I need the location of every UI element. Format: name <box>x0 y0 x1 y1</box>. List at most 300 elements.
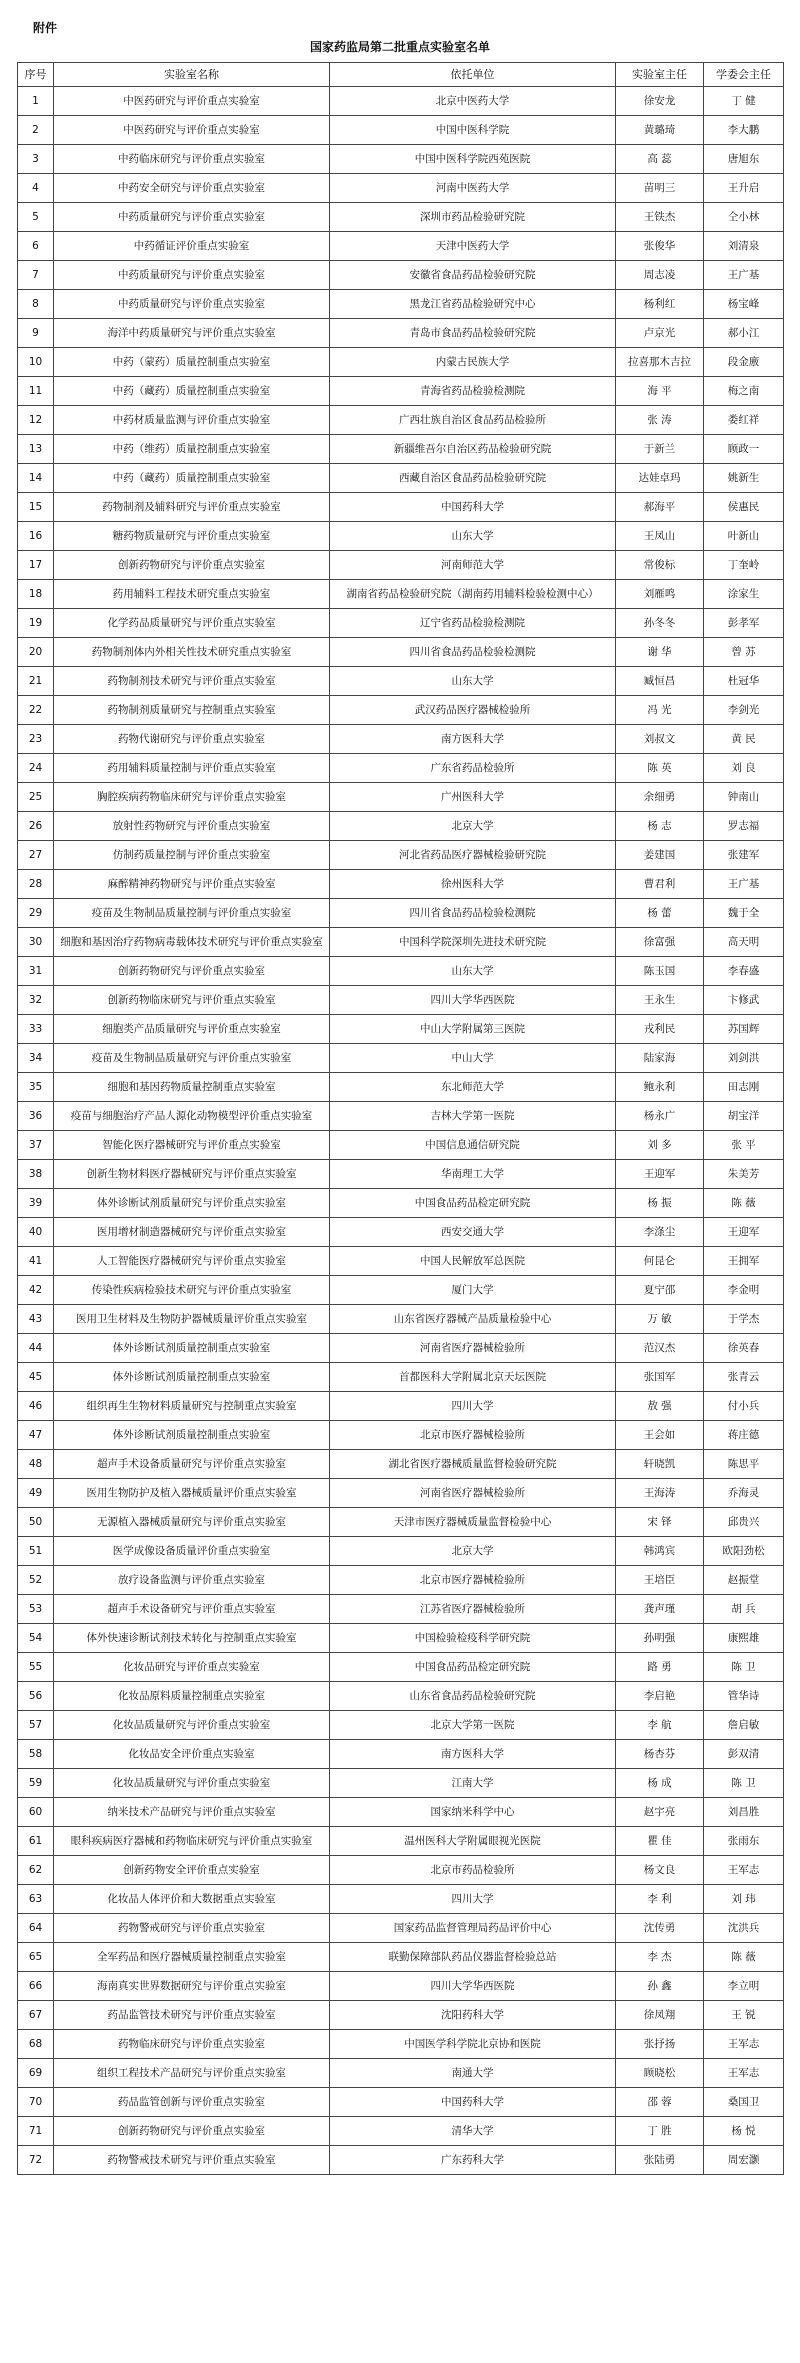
table-row <box>18 203 784 232</box>
cell-host-unit: 沈阳药科大学 <box>330 2001 616 2030</box>
cell-index: 50 <box>18 1508 54 1537</box>
cell-index: 39 <box>18 1189 54 1218</box>
cell-lab-name: 中医药研究与评价重点实验室 <box>54 87 330 116</box>
cell-index: 47 <box>18 1421 54 1450</box>
cell-lab-director: 张国军 <box>616 1363 704 1392</box>
cell-committee-chair: 叶新山 <box>704 522 784 551</box>
cell-index: 7 <box>18 261 54 290</box>
cell-committee-chair: 刘 良 <box>704 754 784 783</box>
cell-host-unit: 东北师范大学 <box>330 1073 616 1102</box>
cell-lab-director: 黄璐琦 <box>616 116 704 145</box>
cell-committee-chair: 赵振堂 <box>704 1566 784 1595</box>
cell-host-unit: 国家纳米科学中心 <box>330 1798 616 1827</box>
table-row <box>18 1827 784 1856</box>
cell-lab-name: 中药材质量监测与评价重点实验室 <box>54 406 330 435</box>
cell-committee-chair: 陈 卫 <box>704 1653 784 1682</box>
cell-host-unit: 山东大学 <box>330 522 616 551</box>
cell-lab-director: 韩鸿宾 <box>616 1537 704 1566</box>
cell-committee-chair: 胡 兵 <box>704 1595 784 1624</box>
cell-committee-chair: 王迎军 <box>704 1218 784 1247</box>
table-row <box>18 1972 784 2001</box>
cell-index: 38 <box>18 1160 54 1189</box>
cell-committee-chair: 彭双清 <box>704 1740 784 1769</box>
table-row <box>18 116 784 145</box>
table-row <box>18 1247 784 1276</box>
cell-committee-chair: 王军志 <box>704 2059 784 2088</box>
cell-lab-name: 药物警戒技术研究与评价重点实验室 <box>54 2146 330 2175</box>
cell-lab-name: 疫苗及生物制品质量控制与评价重点实验室 <box>54 899 330 928</box>
table-row <box>18 1682 784 1711</box>
cell-lab-director: 徐安龙 <box>616 87 704 116</box>
cell-lab-name: 细胞和基因药物质量控制重点实验室 <box>54 1073 330 1102</box>
cell-lab-name: 人工智能医疗器械研究与评价重点实验室 <box>54 1247 330 1276</box>
cell-index: 55 <box>18 1653 54 1682</box>
cell-index: 67 <box>18 2001 54 2030</box>
cell-lab-name: 药物代谢研究与评价重点实验室 <box>54 725 330 754</box>
table-row <box>18 2001 784 2030</box>
cell-committee-chair: 张雨东 <box>704 1827 784 1856</box>
cell-index: 65 <box>18 1943 54 1972</box>
cell-index: 46 <box>18 1392 54 1421</box>
cell-committee-chair: 陈思平 <box>704 1450 784 1479</box>
cell-host-unit: 徐州医科大学 <box>330 870 616 899</box>
cell-host-unit: 清华大学 <box>330 2117 616 2146</box>
cell-lab-director: 曹君利 <box>616 870 704 899</box>
cell-lab-director: 李涤尘 <box>616 1218 704 1247</box>
table-row <box>18 1073 784 1102</box>
cell-index: 27 <box>18 841 54 870</box>
cell-host-unit: 四川大学华西医院 <box>330 986 616 1015</box>
cell-lab-director: 孙明强 <box>616 1624 704 1653</box>
cell-committee-chair: 黄 民 <box>704 725 784 754</box>
table-row <box>18 1015 784 1044</box>
table-row <box>18 551 784 580</box>
cell-committee-chair: 刘 玮 <box>704 1885 784 1914</box>
cell-lab-name: 眼科疾病医疗器械和药物临床研究与评价重点实验室 <box>54 1827 330 1856</box>
cell-lab-director: 陈 英 <box>616 754 704 783</box>
cell-host-unit: 江南大学 <box>330 1769 616 1798</box>
cell-lab-name: 药品监管创新与评价重点实验室 <box>54 2088 330 2117</box>
table-row <box>18 522 784 551</box>
table-row <box>18 145 784 174</box>
cell-host-unit: 四川大学 <box>330 1392 616 1421</box>
cell-lab-director: 宋 铎 <box>616 1508 704 1537</box>
table-row <box>18 1218 784 1247</box>
cell-lab-name: 药物制剂体内外相关性技术研究重点实验室 <box>54 638 330 667</box>
cell-host-unit: 中国检验检疫科学研究院 <box>330 1624 616 1653</box>
cell-lab-director: 杨 成 <box>616 1769 704 1798</box>
cell-committee-chair: 欧阳劲松 <box>704 1537 784 1566</box>
cell-lab-name: 医用生物防护及植入器械质量评价重点实验室 <box>54 1479 330 1508</box>
cell-committee-chair: 顾政一 <box>704 435 784 464</box>
lab-list-table <box>17 62 784 2175</box>
cell-index: 56 <box>18 1682 54 1711</box>
cell-lab-name: 中药质量研究与评价重点实验室 <box>54 261 330 290</box>
cell-committee-chair: 陈 薇 <box>704 1943 784 1972</box>
cell-lab-director: 王凤山 <box>616 522 704 551</box>
table-row <box>18 870 784 899</box>
cell-lab-name: 药物制剂技术研究与评价重点实验室 <box>54 667 330 696</box>
cell-host-unit: 中国食品药品检定研究院 <box>330 1653 616 1682</box>
table-row <box>18 1566 784 1595</box>
cell-index: 58 <box>18 1740 54 1769</box>
cell-lab-name: 中药（蒙药）质量控制重点实验室 <box>54 348 330 377</box>
cell-lab-name: 纳米技术产品研究与评价重点实验室 <box>54 1798 330 1827</box>
cell-host-unit: 中国科学院深圳先进技术研究院 <box>330 928 616 957</box>
cell-committee-chair: 朱美芳 <box>704 1160 784 1189</box>
cell-index: 20 <box>18 638 54 667</box>
cell-index: 5 <box>18 203 54 232</box>
cell-index: 42 <box>18 1276 54 1305</box>
cell-index: 36 <box>18 1102 54 1131</box>
cell-lab-director: 王迎军 <box>616 1160 704 1189</box>
cell-index: 4 <box>18 174 54 203</box>
cell-lab-director: 杨文良 <box>616 1856 704 1885</box>
cell-lab-director: 万 敏 <box>616 1305 704 1334</box>
cell-committee-chair: 苏国辉 <box>704 1015 784 1044</box>
cell-lab-director: 张抒扬 <box>616 2030 704 2059</box>
cell-host-unit: 四川省食品药品检验检测院 <box>330 638 616 667</box>
cell-lab-director: 高 蕊 <box>616 145 704 174</box>
cell-index: 34 <box>18 1044 54 1073</box>
cell-lab-director: 轩晓凯 <box>616 1450 704 1479</box>
cell-host-unit: 武汉药品医疗器械检验所 <box>330 696 616 725</box>
table-row <box>18 290 784 319</box>
cell-host-unit: 温州医科大学附属眼视光医院 <box>330 1827 616 1856</box>
table-row <box>18 899 784 928</box>
cell-index: 15 <box>18 493 54 522</box>
cell-host-unit: 湖北省医疗器械质量监督检验研究院 <box>330 1450 616 1479</box>
cell-index: 72 <box>18 2146 54 2175</box>
cell-lab-name: 药用辅料工程技术研究重点实验室 <box>54 580 330 609</box>
cell-host-unit: 中国中医科学院 <box>330 116 616 145</box>
cell-index: 18 <box>18 580 54 609</box>
table-row <box>18 1914 784 1943</box>
cell-host-unit: 广西壮族自治区食品药品检验所 <box>330 406 616 435</box>
cell-lab-director: 龚声瑾 <box>616 1595 704 1624</box>
cell-index: 24 <box>18 754 54 783</box>
cell-host-unit: 四川大学华西医院 <box>330 1972 616 2001</box>
table-row <box>18 1421 784 1450</box>
cell-lab-name: 化妆品质量研究与评价重点实验室 <box>54 1769 330 1798</box>
cell-host-unit: 河南省医疗器械检验所 <box>330 1334 616 1363</box>
cell-host-unit: 河南省医疗器械检验所 <box>330 1479 616 1508</box>
table-row <box>18 1305 784 1334</box>
cell-lab-director: 余细勇 <box>616 783 704 812</box>
cell-index: 54 <box>18 1624 54 1653</box>
cell-index: 51 <box>18 1537 54 1566</box>
cell-committee-chair: 李金明 <box>704 1276 784 1305</box>
cell-committee-chair: 徐英春 <box>704 1334 784 1363</box>
cell-committee-chair: 付小兵 <box>704 1392 784 1421</box>
cell-lab-director: 孙冬冬 <box>616 609 704 638</box>
table-row <box>18 1653 784 1682</box>
cell-lab-name: 超声手术设备研究与评价重点实验室 <box>54 1595 330 1624</box>
cell-lab-name: 体外快速诊断试剂技术转化与控制重点实验室 <box>54 1624 330 1653</box>
cell-lab-name: 药物制剂及辅料研究与评价重点实验室 <box>54 493 330 522</box>
cell-host-unit: 中国信息通信研究院 <box>330 1131 616 1160</box>
cell-lab-name: 医用卫生材料及生物防护器械质量评价重点实验室 <box>54 1305 330 1334</box>
cell-lab-director: 张 涛 <box>616 406 704 435</box>
cell-lab-name: 化妆品原料质量控制重点实验室 <box>54 1682 330 1711</box>
cell-host-unit: 中国中医科学院西苑医院 <box>330 145 616 174</box>
cell-host-unit: 广东药科大学 <box>330 2146 616 2175</box>
cell-lab-director: 臧恒昌 <box>616 667 704 696</box>
table-row <box>18 1276 784 1305</box>
cell-host-unit: 南方医科大学 <box>330 1740 616 1769</box>
cell-lab-name: 中药质量研究与评价重点实验室 <box>54 290 330 319</box>
cell-index: 12 <box>18 406 54 435</box>
cell-committee-chair: 詹启敏 <box>704 1711 784 1740</box>
cell-lab-name: 传染性疾病检验技术研究与评价重点实验室 <box>54 1276 330 1305</box>
cell-host-unit: 西藏自治区食品药品检验研究院 <box>330 464 616 493</box>
cell-index: 52 <box>18 1566 54 1595</box>
cell-lab-director: 王培臣 <box>616 1566 704 1595</box>
table-row <box>18 928 784 957</box>
cell-host-unit: 北京大学 <box>330 812 616 841</box>
cell-committee-chair: 刘清泉 <box>704 232 784 261</box>
cell-committee-chair: 沈洪兵 <box>704 1914 784 1943</box>
cell-lab-director: 王铁杰 <box>616 203 704 232</box>
header-committee-chair: 学委会主任 <box>704 63 784 87</box>
table-row <box>18 2088 784 2117</box>
cell-committee-chair: 田志刚 <box>704 1073 784 1102</box>
cell-lab-name: 全军药品和医疗器械质量控制重点实验室 <box>54 1943 330 1972</box>
cell-committee-chair: 卞修武 <box>704 986 784 1015</box>
cell-lab-name: 海南真实世界数据研究与评价重点实验室 <box>54 1972 330 2001</box>
cell-lab-name: 体外诊断试剂质量控制重点实验室 <box>54 1334 330 1363</box>
table-row <box>18 1798 784 1827</box>
cell-index: 8 <box>18 290 54 319</box>
table-row <box>18 1769 784 1798</box>
cell-host-unit: 北京市医疗器械检验所 <box>330 1421 616 1450</box>
cell-lab-director: 常俊标 <box>616 551 704 580</box>
header-host-unit: 依托单位 <box>330 63 616 87</box>
cell-lab-director: 拉喜那木吉拉 <box>616 348 704 377</box>
cell-lab-name: 创新药物研究与评价重点实验室 <box>54 551 330 580</box>
table-row <box>18 1044 784 1073</box>
cell-lab-name: 中药临床研究与评价重点实验室 <box>54 145 330 174</box>
cell-lab-name: 组织工程技术产品研究与评价重点实验室 <box>54 2059 330 2088</box>
cell-index: 17 <box>18 551 54 580</box>
cell-lab-director: 李 利 <box>616 1885 704 1914</box>
table-row <box>18 725 784 754</box>
cell-index: 33 <box>18 1015 54 1044</box>
cell-index: 21 <box>18 667 54 696</box>
cell-committee-chair: 杜冠华 <box>704 667 784 696</box>
cell-lab-director: 孙 鑫 <box>616 1972 704 2001</box>
table-row <box>18 1334 784 1363</box>
table-row <box>18 1363 784 1392</box>
cell-lab-name: 中药循证评价重点实验室 <box>54 232 330 261</box>
cell-index: 43 <box>18 1305 54 1334</box>
cell-committee-chair: 王广基 <box>704 261 784 290</box>
cell-committee-chair: 王拥军 <box>704 1247 784 1276</box>
cell-committee-chair: 李剑光 <box>704 696 784 725</box>
cell-lab-name: 化学药品质量研究与评价重点实验室 <box>54 609 330 638</box>
cell-committee-chair: 魏于全 <box>704 899 784 928</box>
cell-lab-director: 卢京光 <box>616 319 704 348</box>
cell-index: 62 <box>18 1856 54 1885</box>
cell-lab-director: 陈玉国 <box>616 957 704 986</box>
cell-index: 71 <box>18 2117 54 2146</box>
cell-committee-chair: 李春盛 <box>704 957 784 986</box>
cell-committee-chair: 王升启 <box>704 174 784 203</box>
header-lab-director: 实验室主任 <box>616 63 704 87</box>
cell-lab-director: 郝海平 <box>616 493 704 522</box>
header-index: 序号 <box>18 63 54 87</box>
cell-committee-chair: 仝小林 <box>704 203 784 232</box>
cell-index: 49 <box>18 1479 54 1508</box>
table-row <box>18 174 784 203</box>
cell-index: 3 <box>18 145 54 174</box>
cell-lab-name: 胸腔疾病药物临床研究与评价重点实验室 <box>54 783 330 812</box>
cell-lab-director: 王会如 <box>616 1421 704 1450</box>
cell-index: 31 <box>18 957 54 986</box>
table-row <box>18 609 784 638</box>
cell-host-unit: 中国药科大学 <box>330 2088 616 2117</box>
table-row <box>18 2030 784 2059</box>
cell-host-unit: 安徽省食品药品检验研究院 <box>330 261 616 290</box>
cell-lab-director: 海 平 <box>616 377 704 406</box>
cell-lab-name: 中药安全研究与评价重点实验室 <box>54 174 330 203</box>
cell-host-unit: 广东省药品检验所 <box>330 754 616 783</box>
cell-lab-director: 戎利民 <box>616 1015 704 1044</box>
cell-index: 1 <box>18 87 54 116</box>
cell-committee-chair: 涂家生 <box>704 580 784 609</box>
header-lab-name: 实验室名称 <box>54 63 330 87</box>
cell-lab-director: 沈传勇 <box>616 1914 704 1943</box>
cell-host-unit: 北京大学第一医院 <box>330 1711 616 1740</box>
cell-lab-name: 化妆品研究与评价重点实验室 <box>54 1653 330 1682</box>
cell-committee-chair: 丁奎岭 <box>704 551 784 580</box>
cell-host-unit: 中山大学 <box>330 1044 616 1073</box>
cell-lab-name: 化妆品质量研究与评价重点实验室 <box>54 1711 330 1740</box>
table-row <box>18 348 784 377</box>
cell-committee-chair: 周宏灏 <box>704 2146 784 2175</box>
cell-committee-chair: 丁 健 <box>704 87 784 116</box>
cell-lab-name: 药物制剂质量研究与控制重点实验室 <box>54 696 330 725</box>
cell-host-unit: 中国食品药品检定研究院 <box>330 1189 616 1218</box>
cell-committee-chair: 刘昌胜 <box>704 1798 784 1827</box>
cell-index: 25 <box>18 783 54 812</box>
table-row <box>18 1479 784 1508</box>
table-row <box>18 435 784 464</box>
cell-index: 28 <box>18 870 54 899</box>
cell-lab-name: 疫苗与细胞治疗产品人源化动物模型评价重点实验室 <box>54 1102 330 1131</box>
cell-lab-director: 李 杰 <box>616 1943 704 1972</box>
table-row <box>18 667 784 696</box>
cell-index: 48 <box>18 1450 54 1479</box>
table-row <box>18 1508 784 1537</box>
table-row <box>18 1102 784 1131</box>
cell-committee-chair: 于学杰 <box>704 1305 784 1334</box>
cell-committee-chair: 李大鹏 <box>704 116 784 145</box>
cell-host-unit: 天津市医疗器械质量监督检验中心 <box>330 1508 616 1537</box>
cell-lab-name: 组织再生生物材料质量研究与控制重点实验室 <box>54 1392 330 1421</box>
cell-lab-director: 李启艳 <box>616 1682 704 1711</box>
cell-index: 60 <box>18 1798 54 1827</box>
cell-lab-name: 创新药物研究与评价重点实验室 <box>54 957 330 986</box>
cell-lab-director: 杨永广 <box>616 1102 704 1131</box>
table-row <box>18 1740 784 1769</box>
cell-host-unit: 四川省食品药品检验检测院 <box>330 899 616 928</box>
cell-host-unit: 北京中医药大学 <box>330 87 616 116</box>
cell-host-unit: 西安交通大学 <box>330 1218 616 1247</box>
cell-committee-chair: 胡宝洋 <box>704 1102 784 1131</box>
cell-index: 61 <box>18 1827 54 1856</box>
cell-index: 19 <box>18 609 54 638</box>
cell-lab-name: 智能化医疗器械研究与评价重点实验室 <box>54 1131 330 1160</box>
cell-index: 68 <box>18 2030 54 2059</box>
cell-host-unit: 河南师范大学 <box>330 551 616 580</box>
cell-committee-chair: 管华诗 <box>704 1682 784 1711</box>
cell-committee-chair: 杨 悦 <box>704 2117 784 2146</box>
cell-host-unit: 新疆维吾尔自治区药品检验研究院 <box>330 435 616 464</box>
cell-index: 14 <box>18 464 54 493</box>
table-row <box>18 1885 784 1914</box>
cell-host-unit: 天津中医药大学 <box>330 232 616 261</box>
cell-lab-name: 体外诊断试剂质量控制重点实验室 <box>54 1363 330 1392</box>
cell-lab-director: 夏宁邵 <box>616 1276 704 1305</box>
cell-lab-name: 医用增材制造器械研究与评价重点实验室 <box>54 1218 330 1247</box>
cell-lab-director: 姜建国 <box>616 841 704 870</box>
cell-committee-chair: 罗志福 <box>704 812 784 841</box>
table-row <box>18 783 784 812</box>
cell-index: 10 <box>18 348 54 377</box>
table-row <box>18 2059 784 2088</box>
cell-lab-name: 中药（藏药）质量控制重点实验室 <box>54 377 330 406</box>
cell-index: 44 <box>18 1334 54 1363</box>
cell-lab-name: 糖药物质量研究与评价重点实验室 <box>54 522 330 551</box>
cell-lab-name: 中药质量研究与评价重点实验室 <box>54 203 330 232</box>
cell-host-unit: 湖南省药品检验研究院（湖南药用辅料检验检测中心） <box>330 580 616 609</box>
cell-lab-name: 创新药物研究与评价重点实验室 <box>54 2117 330 2146</box>
cell-lab-name: 麻醉精神药物研究与评价重点实验室 <box>54 870 330 899</box>
cell-committee-chair: 王 锐 <box>704 2001 784 2030</box>
cell-committee-chair: 李立明 <box>704 1972 784 2001</box>
cell-lab-director: 顾晓松 <box>616 2059 704 2088</box>
cell-index: 37 <box>18 1131 54 1160</box>
cell-index: 59 <box>18 1769 54 1798</box>
cell-lab-director: 刘 多 <box>616 1131 704 1160</box>
cell-lab-name: 中药（维药）质量控制重点实验室 <box>54 435 330 464</box>
cell-committee-chair: 桑国卫 <box>704 2088 784 2117</box>
cell-host-unit: 首都医科大学附属北京天坛医院 <box>330 1363 616 1392</box>
table-row <box>18 1943 784 1972</box>
table-row <box>18 841 784 870</box>
cell-lab-name: 化妆品人体评价和大数据重点实验室 <box>54 1885 330 1914</box>
cell-index: 70 <box>18 2088 54 2117</box>
cell-host-unit: 中国药科大学 <box>330 493 616 522</box>
cell-lab-name: 药品监管技术研究与评价重点实验室 <box>54 2001 330 2030</box>
cell-lab-name: 中药（藏药）质量控制重点实验室 <box>54 464 330 493</box>
table-row <box>18 464 784 493</box>
cell-lab-director: 苗明三 <box>616 174 704 203</box>
cell-lab-director: 张陆勇 <box>616 2146 704 2175</box>
cell-lab-director: 陆家海 <box>616 1044 704 1073</box>
cell-committee-chair: 高天明 <box>704 928 784 957</box>
cell-lab-director: 杨 振 <box>616 1189 704 1218</box>
cell-host-unit: 河北省药品医疗器械检验研究院 <box>330 841 616 870</box>
table-row <box>18 1392 784 1421</box>
cell-lab-director: 丁 胜 <box>616 2117 704 2146</box>
table-row <box>18 1856 784 1885</box>
cell-host-unit: 联勤保障部队药品仪器监督检验总站 <box>330 1943 616 1972</box>
cell-lab-director: 刘叔文 <box>616 725 704 754</box>
table-row <box>18 1595 784 1624</box>
annex-label: 附件 <box>33 21 58 35</box>
